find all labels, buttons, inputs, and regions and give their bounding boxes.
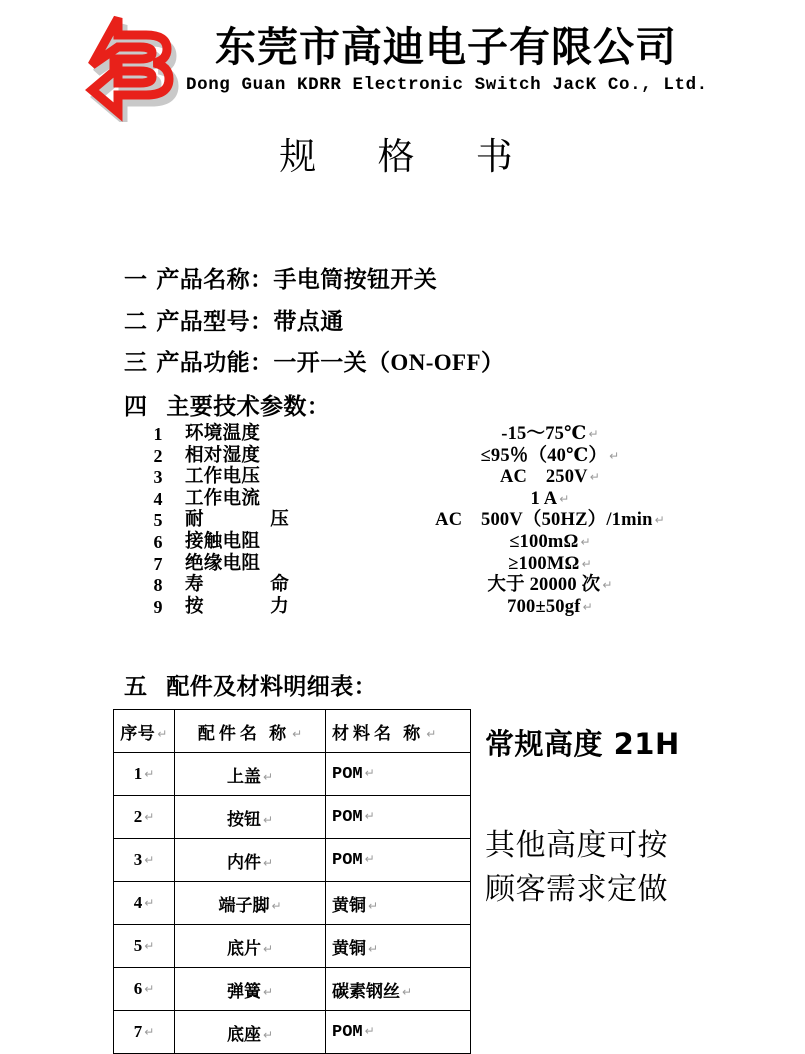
table-row <box>114 882 471 925</box>
spec-row <box>113 510 713 532</box>
section-number: 三 <box>124 350 148 375</box>
spec-row <box>113 575 713 597</box>
spec-label: 相对湿度 <box>185 445 261 466</box>
paragraph-mark-icon: ↵ <box>559 491 570 506</box>
column-header-part: 配件名 称 ↵ <box>175 710 326 753</box>
spec-value: 大于 20000 次 ↵ <box>487 575 613 596</box>
table-row <box>114 839 471 882</box>
paragraph-mark-icon: ↵ <box>364 851 375 866</box>
spec-value: ≤95％（40℃） ↵ <box>480 445 620 466</box>
section-number: 四 <box>124 394 148 419</box>
cell-part: 底座 ↵ <box>175 1011 326 1054</box>
company-name-chinese: 东莞市高迪电子有限公司 <box>215 24 677 70</box>
cell-material: POM ↵ <box>326 796 471 839</box>
spec-label: 绝缘电阻 <box>185 553 261 574</box>
spec-row <box>113 532 713 554</box>
cell-no: 7 ↵ <box>114 1011 175 1054</box>
company-logo-icon <box>72 14 184 122</box>
paragraph-mark-icon: ↵ <box>271 898 282 913</box>
spec-row <box>113 446 713 468</box>
spec-index: 8 <box>153 575 163 596</box>
section-product-name <box>124 261 437 294</box>
paragraph-mark-icon: ↵ <box>364 808 375 823</box>
section-product-model <box>124 303 344 336</box>
cell-material: 黄铜 ↵ <box>326 925 471 968</box>
spec-label: 环境温度 <box>185 424 261 444</box>
paragraph-mark-icon: ↵ <box>602 578 613 593</box>
column-header-material: 材料名 称 ↵ <box>326 710 471 753</box>
company-name-block <box>186 22 706 95</box>
paragraph-mark-icon: ↵ <box>368 941 379 956</box>
paragraph-mark-icon: ↵ <box>262 984 274 999</box>
section-label: 主要技术参数： <box>166 394 331 419</box>
document-title: 规 格 书 <box>279 137 539 178</box>
section-value: 带点通 <box>273 309 344 334</box>
cell-no: 1 ↵ <box>114 753 175 796</box>
table-row <box>114 1011 471 1054</box>
spec-value: ≥100MΩ ↵ <box>508 553 592 574</box>
spec-label: 接触电阻 <box>185 531 261 552</box>
spec-label: 寿命 <box>185 575 289 596</box>
paragraph-mark-icon: ↵ <box>144 810 155 824</box>
paragraph-mark-icon: ↵ <box>144 939 155 953</box>
table-row <box>114 925 471 968</box>
cell-material: POM ↵ <box>326 839 471 882</box>
company-name-english: Dong Guan KDRR Electronic Switch JacK Co., Ltd. <box>186 75 708 96</box>
section-number: 五 <box>124 674 148 699</box>
cell-material: 黄铜 ↵ <box>326 882 471 925</box>
paragraph-mark-icon: ↵ <box>582 599 593 614</box>
paragraph-mark-icon: ↵ <box>402 984 413 999</box>
spec-value: AC 250V ↵ <box>500 467 600 488</box>
parts-materials-table <box>113 709 471 1054</box>
table-row <box>114 753 471 796</box>
paragraph-mark-icon: ↵ <box>364 765 375 780</box>
paragraph-mark-icon: ↵ <box>262 812 274 827</box>
table-header-row <box>114 710 471 753</box>
section-value: 手电筒按钮开关 <box>273 267 438 292</box>
cell-part: 内件 ↵ <box>175 839 326 882</box>
paragraph-mark-icon: ↵ <box>588 427 599 441</box>
section-label: 产品型号： <box>156 309 274 334</box>
spec-index: 7 <box>153 553 163 574</box>
spec-index: 2 <box>153 445 163 466</box>
cell-no: 3 ↵ <box>114 839 175 882</box>
paragraph-mark-icon: ↵ <box>580 534 591 549</box>
section-number: 一 <box>124 267 148 292</box>
letterhead <box>0 0 805 120</box>
cell-no: 2 ↵ <box>114 796 175 839</box>
section-product-function <box>124 344 504 377</box>
cell-part: 底片 ↵ <box>175 925 326 968</box>
paragraph-mark-icon: ↵ <box>262 855 274 870</box>
paragraph-mark-icon: ↵ <box>426 726 441 741</box>
cell-part: 按钮 ↵ <box>175 796 326 839</box>
section-technical-parameters-heading <box>124 388 330 421</box>
technical-parameters-list <box>113 424 713 618</box>
spec-row <box>113 424 713 446</box>
spec-index: 4 <box>153 488 163 509</box>
cell-no: 5 ↵ <box>114 925 175 968</box>
paragraph-mark-icon: ↵ <box>368 898 379 913</box>
paragraph-mark-icon: ↵ <box>144 853 155 867</box>
paragraph-mark-icon: ↵ <box>144 982 155 996</box>
paragraph-mark-icon: ↵ <box>589 470 600 485</box>
cell-material: POM ↵ <box>326 1011 471 1054</box>
note-custom-height <box>485 824 668 913</box>
spec-index: 9 <box>153 596 163 617</box>
note-custom-line-2: 顾客需求定做 <box>485 872 668 908</box>
spec-row <box>113 489 713 511</box>
spec-row <box>113 467 713 489</box>
cell-part: 端子脚 ↵ <box>175 882 326 925</box>
spec-value: 1 A ↵ <box>530 488 570 509</box>
spec-index: 1 <box>153 424 163 444</box>
spec-value: ≤100mΩ ↵ <box>509 531 591 552</box>
note-custom-line-1: 其他高度可按 <box>485 828 668 863</box>
paragraph-mark-icon: ↵ <box>292 726 307 741</box>
note-standard-height: 常规高度 21H <box>485 727 680 761</box>
section-parts-materials-heading <box>124 668 377 701</box>
spec-index: 6 <box>153 531 163 552</box>
paragraph-mark-icon: ↵ <box>262 941 274 956</box>
paragraph-mark-icon: ↵ <box>581 556 592 571</box>
paragraph-mark-icon: ↵ <box>262 769 274 784</box>
spec-index: 3 <box>153 467 163 488</box>
column-header-no: 序号 ↵ <box>114 710 175 753</box>
cell-no: 4 ↵ <box>114 882 175 925</box>
spec-value: -15～75℃ ↵ <box>501 424 599 444</box>
cell-no: 6 ↵ <box>114 968 175 1011</box>
section-label: 产品功能： <box>156 350 274 375</box>
section-label: 产品名称： <box>156 267 274 292</box>
section-number: 二 <box>124 309 148 334</box>
cell-material: POM ↵ <box>326 753 471 796</box>
spec-label: 工作电压 <box>185 467 261 488</box>
spec-row <box>113 554 713 576</box>
cell-part: 上盖 ↵ <box>175 753 326 796</box>
paragraph-mark-icon: ↵ <box>262 1027 274 1042</box>
spec-label: 按力 <box>185 596 289 617</box>
section-label: 配件及材料明细表： <box>166 674 378 699</box>
table-row <box>114 968 471 1011</box>
spec-value: AC 500V（50HZ）/1min ↵ <box>435 510 665 531</box>
table-row <box>114 796 471 839</box>
cell-material: 碳素钢丝 ↵ <box>326 968 471 1011</box>
spec-label: 耐压 <box>185 510 289 531</box>
section-value: 一开一关（ON-OFF） <box>273 350 505 375</box>
paragraph-mark-icon: ↵ <box>364 1023 375 1038</box>
spec-label: 工作电流 <box>185 488 261 509</box>
paragraph-mark-icon: ↵ <box>157 726 168 741</box>
paragraph-mark-icon: ↵ <box>609 448 620 463</box>
paragraph-mark-icon: ↵ <box>144 767 155 781</box>
spec-value: 700±50gf ↵ <box>507 596 593 617</box>
paragraph-mark-icon: ↵ <box>144 1025 155 1039</box>
paragraph-mark-icon: ↵ <box>654 513 665 528</box>
paragraph-mark-icon: ↵ <box>144 896 155 910</box>
spec-index: 5 <box>153 510 163 531</box>
spec-row <box>113 597 713 619</box>
cell-part: 弹簧 ↵ <box>175 968 326 1011</box>
